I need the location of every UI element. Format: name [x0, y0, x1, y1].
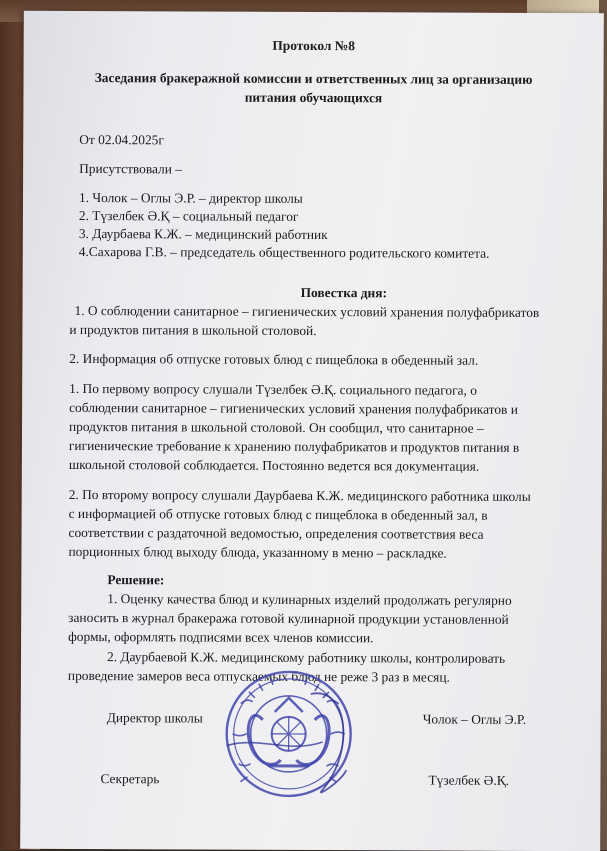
item-1-line3: продуктов питания в школьной столовой. Он сообщил, что санитарное – [68, 418, 484, 436]
attendee-1: 1. Чолок – Оглы Э.Р. – директор школы [78, 189, 303, 206]
item-1-line5: школьной столовой соблюдается. Постоянно ведется вся документация. [68, 456, 480, 474]
item-2-line4: порционных блюд выходу блюда, указанному в меню – раскладке. [68, 543, 447, 561]
doc-subtitle-line1: Заседания бракеражной комиссии и ответственных лиц за организацию [94, 70, 533, 87]
item-2-line3: соответствии с раздаточной ведомостью, определения соответствия веса [68, 524, 484, 542]
decision-heading: Решение: [107, 572, 165, 588]
agenda-1-line1: 1. О соблюдении санитарное – гигиенических условий хранения полуфабрикатов [74, 302, 540, 320]
doc-title: Протокол №8 [272, 37, 355, 54]
decision-2-line1: 2. Даурбаевой К.Ж. медицинскому работнику школы, контролировать [106, 649, 506, 666]
present-label: Присутствовали – [79, 160, 183, 177]
attendee-3: 3. Даурбаева К.Ж. – медицинский работник [78, 225, 328, 243]
attendee-2: 2. Түзелбек Ә.Қ – социальный педагог [78, 207, 299, 224]
signature-secretary-role: Секретарь [100, 771, 160, 787]
decision-2-line2: проведение замеров веса отпускаемых блюд не реже 3 раз в месяц. [67, 667, 450, 685]
signature-director-role: Директор школы [106, 710, 203, 726]
doc-subtitle-line2: питания обучающихся [244, 89, 383, 106]
item-1-line2: соблюдении санитарное – гигиенических условий хранения полуфабрикатов и [69, 399, 518, 417]
decision-1-line2: заносить в журнал бракеража готовой кулинарной продукции установленной [68, 609, 509, 627]
signature-secretary-name: Түзелбек Ә.Қ. [428, 772, 510, 788]
official-stamp-seal [218, 664, 359, 805]
item-2-line1: 2. По второму вопросу слушали Даурбаева К.Ж. медицинского работника школы [68, 486, 531, 504]
decision-1-line1: 1. Оценку качества блюд и кулинарных изделий продолжать регулярно [107, 591, 512, 608]
attendee-4: 4.Сахарова Г.В. – председатель общественного родительского комитета. [78, 243, 490, 261]
document-page [20, 11, 604, 851]
item-1-line4: гигиенические требование к хранению полуфабрикатов и продуктов питания в [68, 437, 520, 455]
decision-1-line3: формы, оформлять подписями всех членов комиссии. [68, 628, 374, 646]
agenda-1-line2: и продуктов питания в школьной столовой. [69, 321, 317, 339]
item-1-line1: 1. По первому вопросу слушали Түзелбек Ә.Қ. социального педагога, о [69, 380, 477, 398]
agenda-2: 2. Информация об отпуске готовых блюд с пищеблока в обеденный зал. [69, 350, 479, 368]
doc-date: От 02.04.2025г [79, 131, 164, 148]
agenda-heading: Повестка дня: [300, 284, 388, 301]
signature-director-name: Чолок – Оглы Э.Р. [422, 711, 527, 727]
item-2-line2: с информацией об отпуске готовых блюд с пищеблока в обеденный зал, в [68, 505, 488, 523]
